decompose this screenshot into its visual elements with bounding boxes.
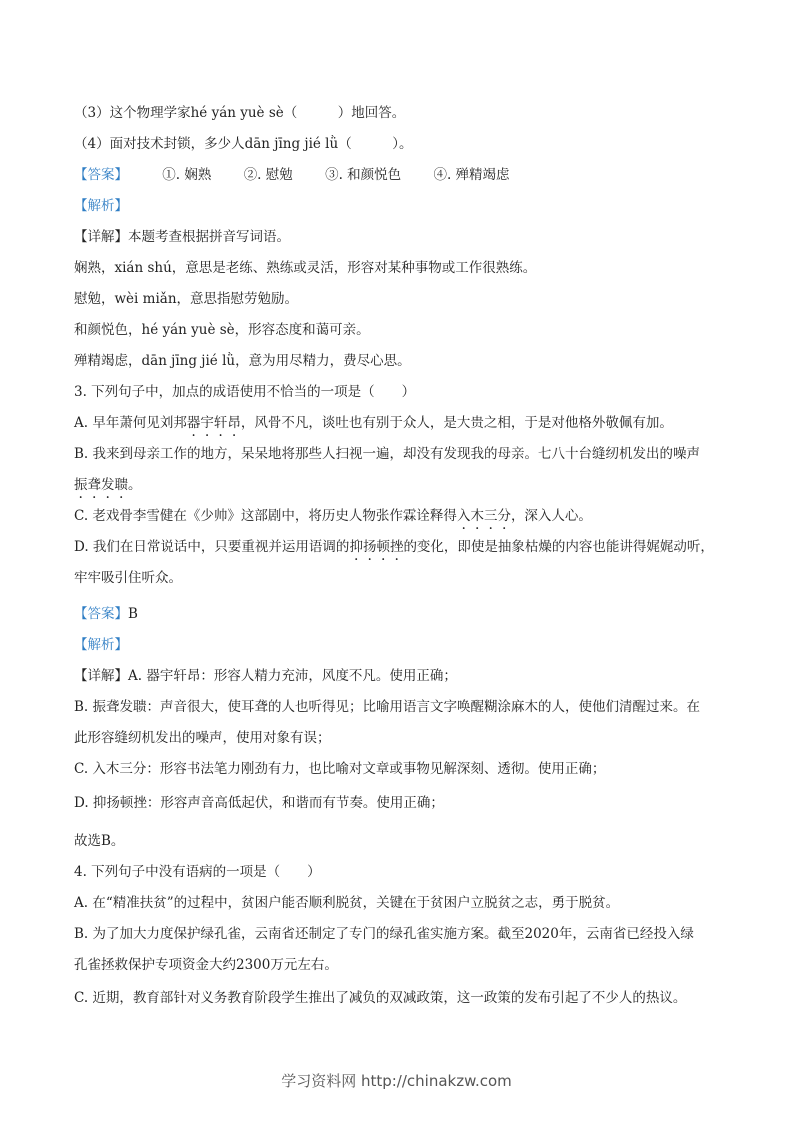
option-a-dotted-idiom (187, 415, 241, 431)
emphasized-char: 入 (456, 508, 471, 524)
answer-3 (74, 605, 138, 623)
emphasized-char: 聩 (114, 477, 128, 493)
answer-label: 【答案】 (74, 167, 128, 183)
explanation-4: 殚精竭虑，dān jīng jié lǜ，意为用尽精力，费尽心思。 (74, 353, 411, 369)
answer-2 (74, 166, 538, 184)
question-3-option-c (74, 507, 592, 525)
question-4-option-b-line-1: B. 为了加大力度保护绿孔雀，云南省还制定了专门的绿孔雀实施方案。截至2020年，云南省已经投入绿 (74, 926, 694, 942)
emphasized-char: 宇 (200, 415, 214, 431)
detail-b-line-1: B. 振聋发聩：声音很大，使耳聋的人也听得见；比喻用语言文字唤醒糊涂麻木的人，使他们清醒过来。在 (74, 699, 701, 715)
option-c-dotted-idiom (457, 508, 511, 524)
detail-1: 【详解】本题考查根据拼音写词语。 (74, 229, 290, 245)
answer-3-value: B (128, 606, 138, 622)
explanation-3: 和颜悦色，hé yán yuè sè，形容态度和蔼可亲。 (74, 322, 370, 338)
answer-2-item-4: ④. 殚精竭虑 (433, 167, 510, 183)
emphasized-char: 三 (483, 508, 498, 524)
option-d-dotted-idiom (349, 539, 403, 555)
detail-d: D. 抑扬顿挫：形容声音高低起伏，和谐而有节奏。使用正确； (74, 795, 444, 811)
emphasized-char: 振 (74, 477, 88, 493)
question-4-option-c: C. 近期，教育部针对义务教育阶段学生推出了减负的双减政策，这一政策的发布引起了不少人的热议。 (74, 990, 687, 1006)
emphasized-char: 聋 (87, 477, 101, 493)
answer-2-item-1: ①. 娴熟 (162, 167, 212, 183)
question-4-option-a: A. 在“精准扶贫”的过程中，贫困户能否顺利脱贫，关键在于贫困户立脱贫之志，勇于脱贫。 (74, 895, 620, 911)
answer-label: 【答案】 (74, 606, 128, 622)
question-3-option-d-line-1 (74, 538, 714, 556)
emphasized-char: 顿 (376, 539, 390, 555)
analysis-label-1: 【解析】 (74, 198, 128, 214)
question-3-option-b-line-1: B. 我来到母亲工作的地方，呆呆地将那些人扫视一遍，却没有发现我的母亲。七八十台缝纫机发出的噪声 (74, 446, 701, 462)
question-3-option-b-line-2 (74, 476, 142, 494)
option-a-text-pre: A. 早年萧何见刘邦 (74, 415, 187, 431)
footer-watermark: 学习资料网 http://chinakzw.com (281, 1072, 512, 1090)
emphasized-char: 轩 (213, 415, 228, 431)
question-4: 4. 下列句子中没有语病的一项是（ ） (74, 864, 321, 880)
emphasized-char: 分 (497, 508, 511, 524)
emphasized-char: 木 (470, 508, 484, 524)
question-3-option-d-line-2: 牢牢吸引住听众。 (74, 570, 182, 586)
answer-2-item-3: ③. 和颜悦色 (325, 167, 402, 183)
emphasized-char: 器 (186, 415, 201, 431)
detail-b-line-2: 此形容缝纫机发出的噪声，使用对象有误； (74, 730, 331, 746)
emphasized-char: 抑 (349, 539, 363, 555)
option-c-text-pre: C. 老戏骨李雪健在《少帅》这部剧中，将历史人物张作霖诠释得 (74, 508, 457, 524)
option-d-text-pre: D. 我们在日常说话中，只要重视并运用语调的 (74, 539, 350, 555)
emphasized-char: 挫 (389, 539, 404, 555)
detail-c: C. 入木三分：形容书法笔力刚劲有力，也比喻对文章或事物见解深刻、透彻。使用正确； (74, 761, 606, 777)
detail-a: 【详解】A. 器宇轩昂：形容人精力充沛，风度不凡。使用正确； (74, 668, 457, 684)
analysis-label-2: 【解析】 (74, 637, 128, 653)
question-3-option-a (74, 414, 673, 432)
answer-2-item-2: ②. 慰勉 (243, 167, 293, 183)
option-b-text-post: 。 (128, 477, 142, 493)
question-2-item-3: （3）这个物理学家hé yán yuè sè（ ）地回答。 (74, 105, 406, 121)
question-2-item-4: （4）面对技术封锁，多少人dān jīng jié lǜ（ ）。 (74, 136, 413, 152)
emphasized-char: 昂 (227, 415, 241, 431)
option-c-text-post: ，深入人心。 (510, 508, 592, 524)
option-a-text-post: ，风骨不凡，谈吐也有别于众人，是大贵之相，于是对他格外敬佩有加。 (240, 415, 673, 431)
question-4-option-b-line-2: 孔雀拯救保护专项资金大约2300万元左右。 (74, 957, 338, 973)
question-3: 3. 下列句子中，加点的成语使用不恰当的一项是（ ） (74, 384, 416, 400)
option-b-dotted-idiom (74, 477, 128, 493)
emphasized-char: 扬 (362, 539, 377, 555)
explanation-1: 娴熟，xián shú，意思是老练、熟练或灵活，形容对某种事物或工作很熟练。 (74, 260, 537, 276)
explanation-2: 慰勉，wèi miǎn，意思指慰劳勉励。 (74, 291, 299, 307)
emphasized-char: 发 (101, 477, 115, 493)
option-d-text-post: 的变化，即使是抽象枯燥的内容也能讲得娓娓动听， (403, 539, 714, 555)
conclusion: 故选B。 (74, 833, 125, 849)
